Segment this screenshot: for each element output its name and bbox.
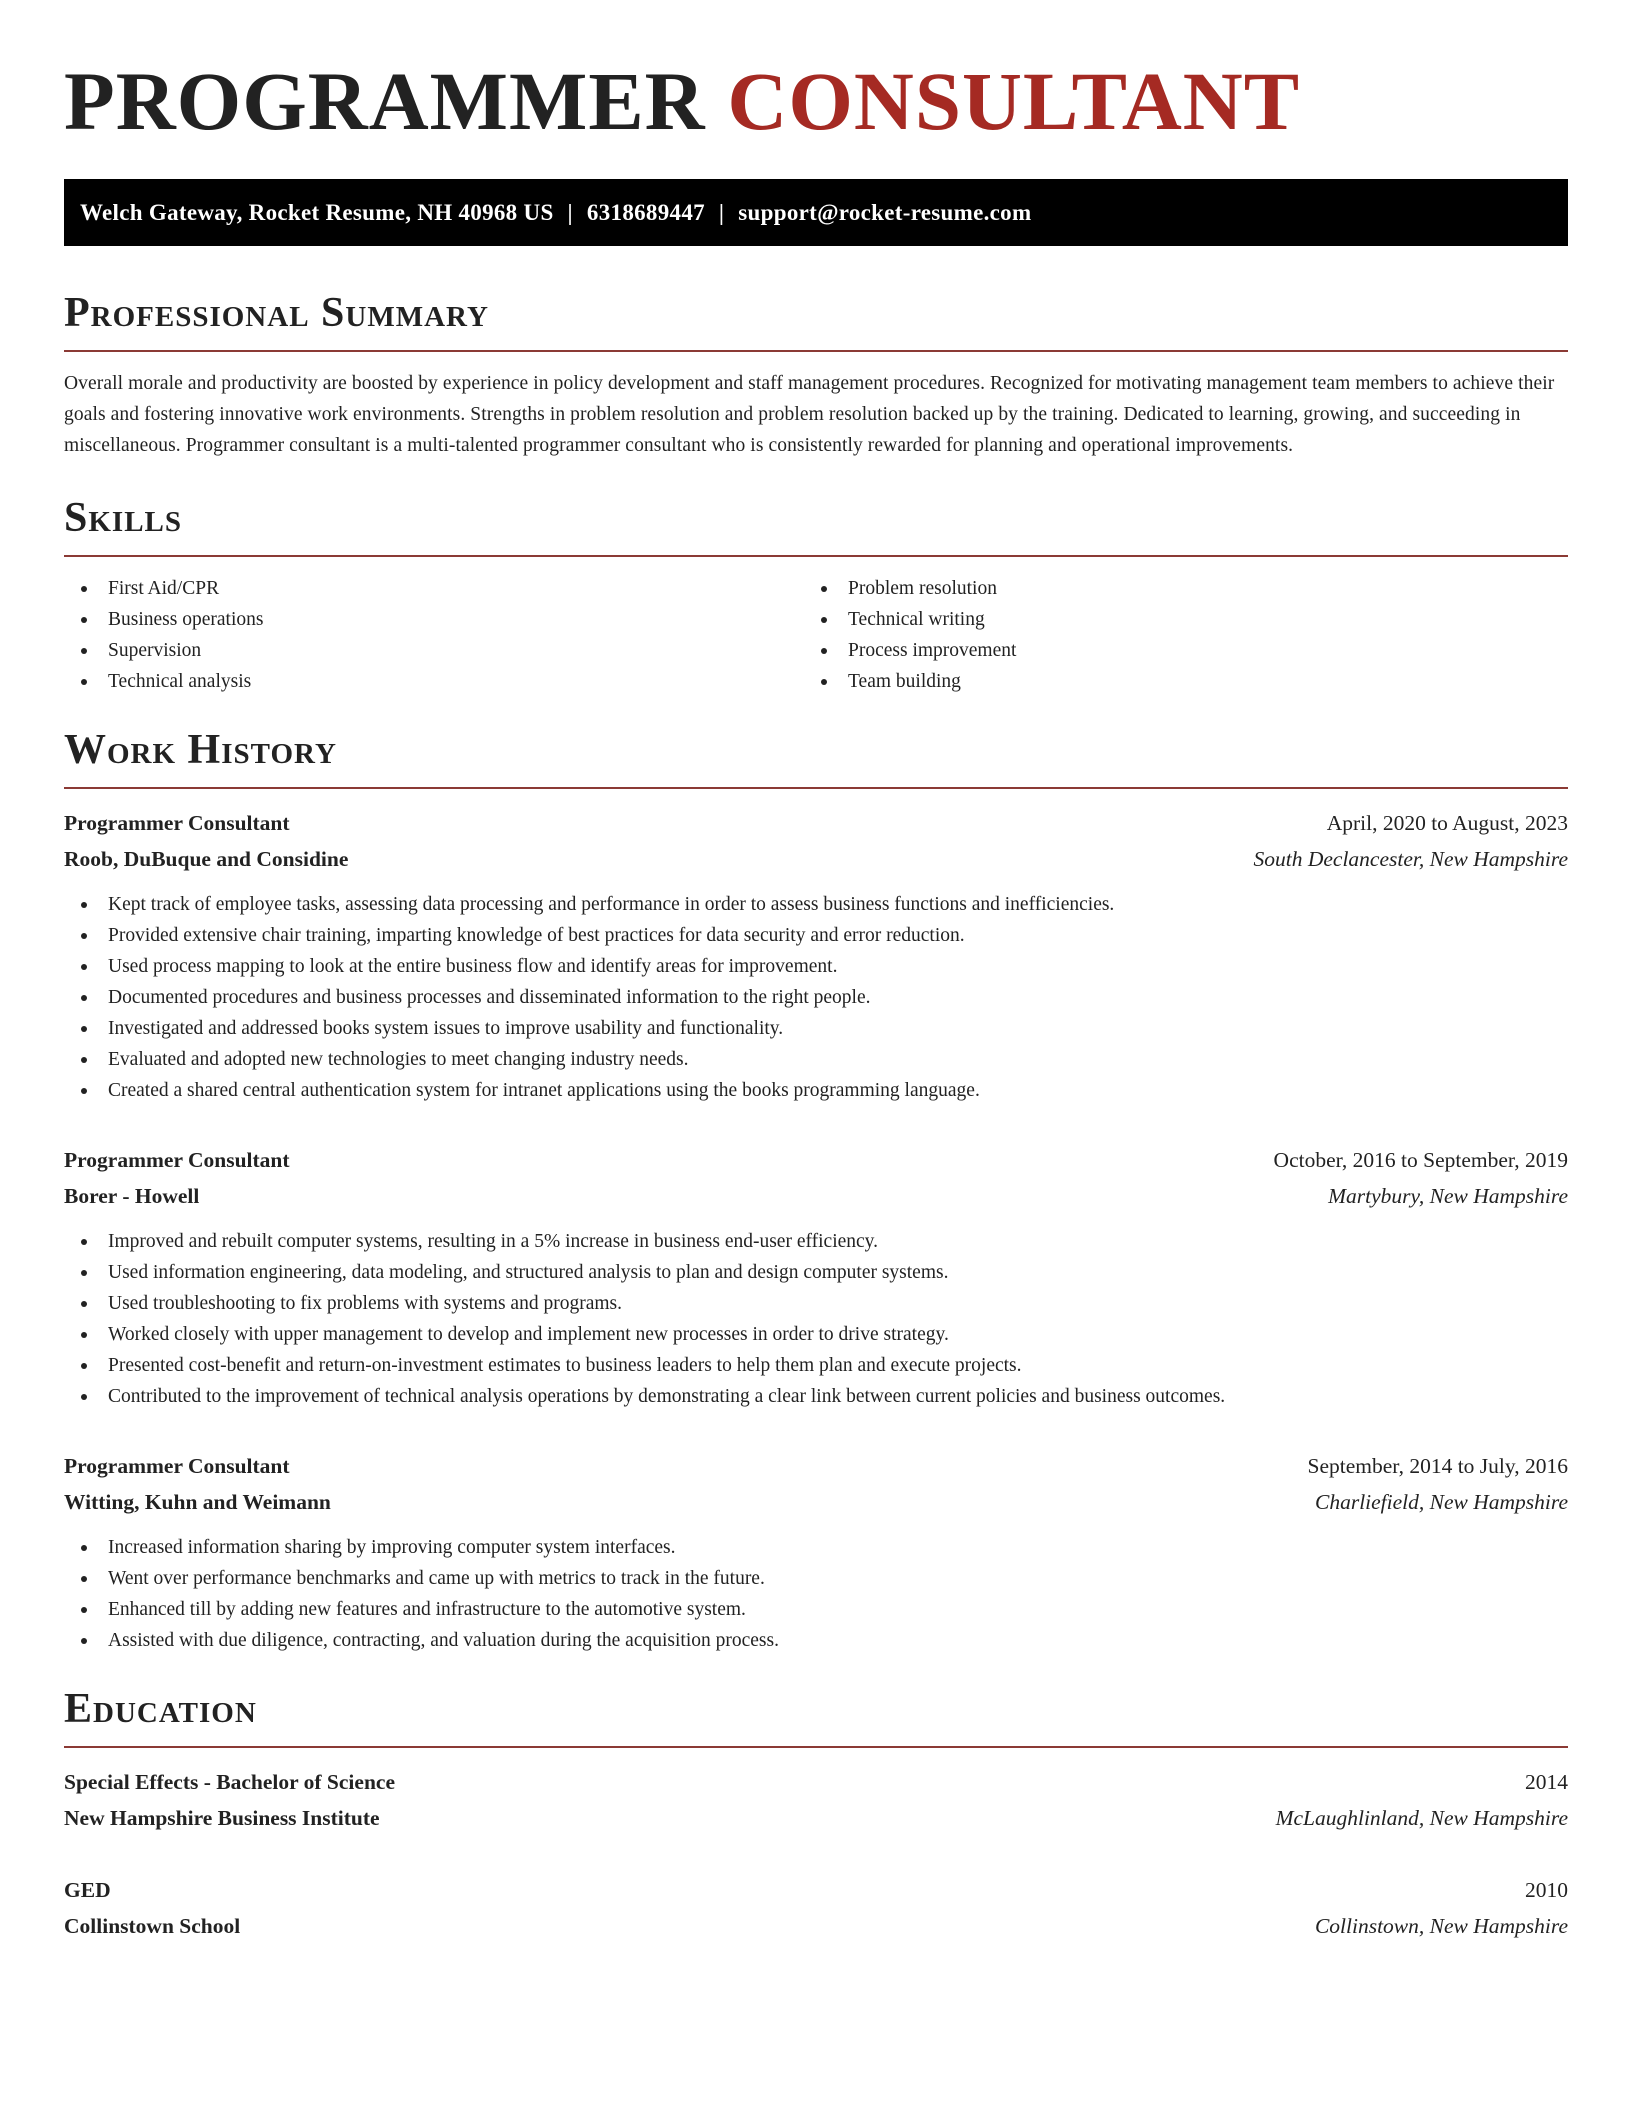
section-divider (64, 787, 1568, 789)
job-bullet: Documented procedures and business processes and disseminated information to the right people. (64, 982, 1568, 1013)
education-location: McLaughlinland, New Hampshire (1275, 1806, 1568, 1830)
skills-grid (64, 573, 1568, 697)
work-history-section (64, 729, 1568, 1656)
skill-item: Process improvement (804, 635, 1544, 666)
education-degree: GED (64, 1878, 111, 1902)
job-dates: September, 2014 to July, 2016 (1307, 1454, 1568, 1478)
contact-address: Welch Gateway, Rocket Resume, NH 40968 US (80, 199, 554, 225)
job-title: Programmer Consultant (64, 1148, 290, 1172)
job-entry (64, 1448, 1568, 1656)
job-location: South Declancester, New Hampshire (1253, 847, 1568, 871)
education-degree: Special Effects - Bachelor of Science (64, 1770, 395, 1794)
section-title-work-history: Work History (64, 727, 337, 773)
job-dates: October, 2016 to September, 2019 (1273, 1148, 1568, 1172)
job-entry (64, 1142, 1568, 1412)
job-bullets (64, 1532, 1568, 1656)
education-year: 2010 (1525, 1878, 1568, 1902)
job-bullet: Kept track of employee tasks, assessing data processing and performance in order to assess business functions and inefficiencies. (64, 889, 1568, 920)
education-year: 2014 (1525, 1770, 1568, 1794)
section-divider (64, 350, 1568, 352)
contact-bar (64, 179, 1568, 246)
skill-item: Technical analysis (64, 666, 804, 697)
job-bullet: Assisted with due diligence, contracting, and valuation during the acquisition process. (64, 1625, 1568, 1656)
education-school: Collinstown School (64, 1914, 241, 1938)
job-bullet: Contributed to the improvement of technical analysis operations by demonstrating a clear link between current policies and business outcomes. (64, 1381, 1568, 1412)
job-bullet: Enhanced till by adding new features and infrastructure to the automotive system. (64, 1594, 1568, 1625)
section-title-summary: Professional Summary (64, 290, 489, 336)
job-bullet: Provided extensive chair training, imparting knowledge of best practices for data security and error reduction. (64, 920, 1568, 951)
section-divider (64, 1746, 1568, 1748)
job-location: Charliefield, New Hampshire (1314, 1490, 1568, 1514)
job-entry (64, 805, 1568, 1106)
job-bullet: Used troubleshooting to fix problems with systems and programs. (64, 1288, 1568, 1319)
contact-separator: | (567, 199, 573, 225)
job-title: Programmer Consultant (64, 1454, 290, 1478)
candidate-name (64, 55, 1568, 147)
skill-item: First Aid/CPR (64, 573, 804, 604)
education-location: Collinstown, New Hampshire (1314, 1914, 1568, 1938)
skills-section (64, 497, 1568, 697)
summary-text: Overall morale and productivity are boosted by experience in policy development and staff management procedures. Recognized for motivating management team members to achieve their goals and fostering innovative work environments. Strengths in problem resolution and problem resolution backed up by the training. Dedicated to learning, growing, and succeeding in miscellaneous. Programmer consultant is a multi-talented programmer consultant who is consistently rewarded for planning and operational improvements. (64, 373, 1555, 456)
job-bullet: Went over performance benchmarks and came up with metrics to track in the future. (64, 1563, 1568, 1594)
skill-item: Business operations (64, 604, 804, 635)
education-entry (64, 1764, 1568, 1836)
education-entry (64, 1872, 1568, 1944)
job-bullet: Improved and rebuilt computer systems, resulting in a 5% increase in business end-user efficiency. (64, 1226, 1568, 1257)
job-bullets (64, 889, 1568, 1106)
contact-email: support@rocket-resume.com (738, 199, 1032, 225)
last-name: CONSULTANT (727, 55, 1301, 147)
skill-item: Technical writing (804, 604, 1544, 635)
job-bullet: Used information engineering, data modeling, and structured analysis to plan and design computer systems. (64, 1257, 1568, 1288)
skill-item: Problem resolution (804, 573, 1544, 604)
education-school: New Hampshire Business Institute (64, 1806, 380, 1830)
job-dates: April, 2020 to August, 2023 (1326, 811, 1568, 835)
job-company: Roob, DuBuque and Considine (64, 847, 349, 871)
job-bullet: Created a shared central authentication system for intranet applications using the books programming language. (64, 1075, 1568, 1106)
education-section (64, 1688, 1568, 1944)
job-bullet: Evaluated and adopted new technologies to meet changing industry needs. (64, 1044, 1568, 1075)
job-title: Programmer Consultant (64, 811, 290, 835)
summary-section (64, 292, 1568, 461)
job-bullets (64, 1226, 1568, 1412)
skill-item: Supervision (64, 635, 804, 666)
job-location: Martybury, New Hampshire (1328, 1184, 1568, 1208)
skills-column-right (804, 573, 1544, 697)
job-bullet: Worked closely with upper management to develop and implement new processes in order to drive strategy. (64, 1319, 1568, 1350)
contact-phone: 6318689447 (586, 199, 705, 225)
section-divider (64, 555, 1568, 557)
skills-column-left (64, 573, 804, 697)
job-company: Borer - Howell (64, 1184, 200, 1208)
skill-item: Team building (804, 666, 1544, 697)
contact-separator: | (718, 199, 725, 225)
section-title-skills: Skills (64, 495, 183, 541)
section-title-education: Education (64, 1686, 257, 1732)
job-bullet: Presented cost-benefit and return-on-investment estimates to business leaders to help them plan and execute projects. (64, 1350, 1568, 1381)
first-name: PROGRAMMER (64, 55, 706, 147)
job-company: Witting, Kuhn and Weimann (64, 1490, 331, 1514)
job-bullet: Increased information sharing by improving computer system interfaces. (64, 1532, 1568, 1563)
job-bullet: Investigated and addressed books system issues to improve usability and functionality. (64, 1013, 1568, 1044)
job-bullet: Used process mapping to look at the entire business flow and identify areas for improvement. (64, 951, 1568, 982)
